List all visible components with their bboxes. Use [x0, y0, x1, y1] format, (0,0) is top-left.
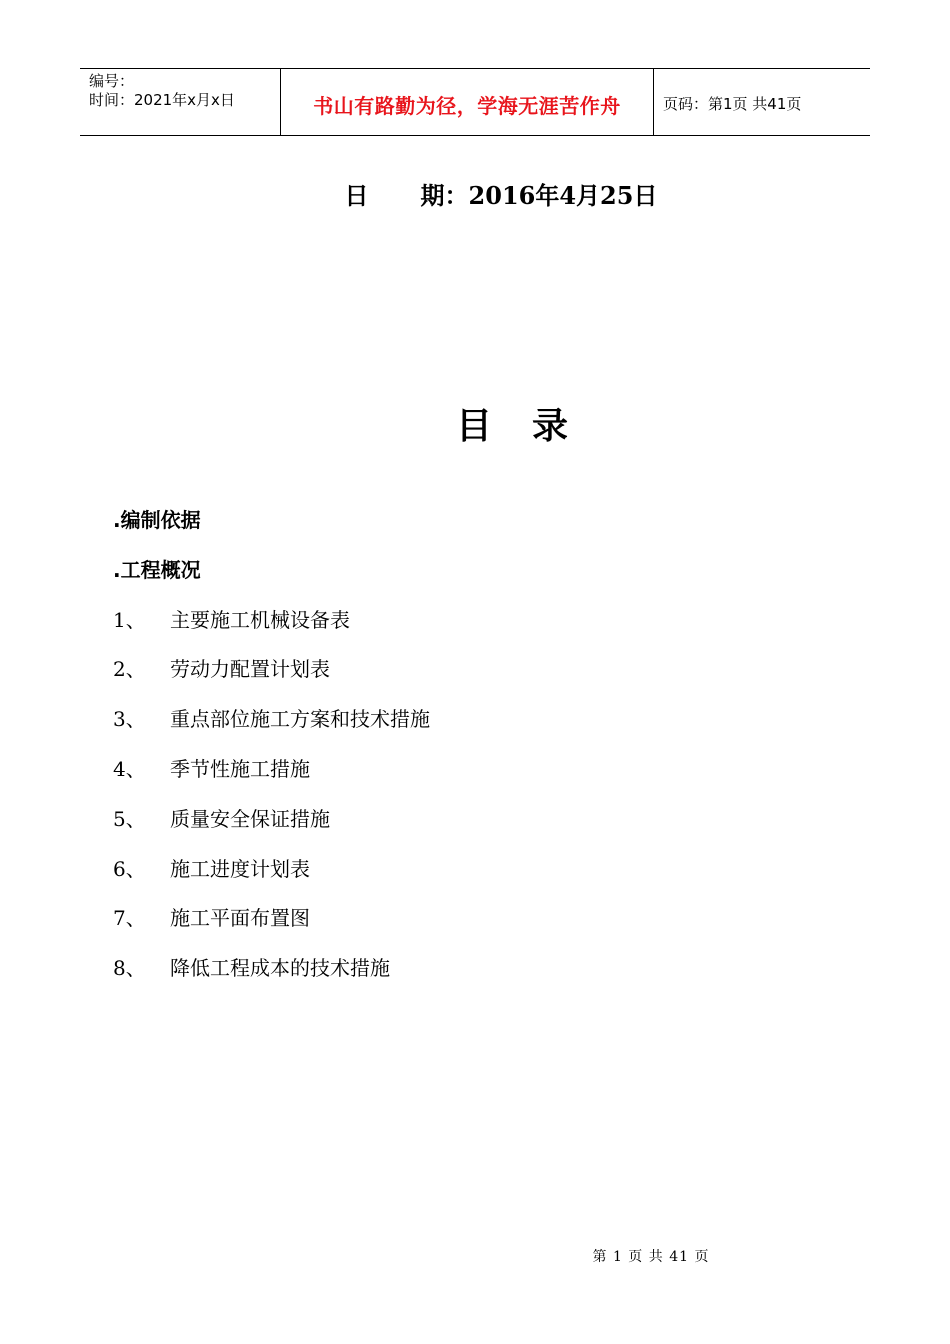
toc-item-text: 质量安全保证措施 [170, 806, 330, 831]
toc-item-text: 施工进度计划表 [170, 856, 310, 881]
toc-item-number: 5、 [113, 806, 146, 831]
toc-item[interactable] [113, 853, 873, 903]
motto-text: 书山有路勤为径，学海无涯苦作舟 [313, 93, 621, 118]
toc-heading[interactable] [113, 504, 873, 554]
toc-item-number: 1、 [113, 607, 146, 632]
toc-item-text: 重点部位施工方案和技术措施 [170, 707, 430, 732]
header-page-cell [654, 69, 870, 135]
toc-item[interactable] [113, 703, 873, 753]
toc-item-number: 3、 [113, 707, 146, 732]
document-time-label: 时间：2021年x月x日 [89, 91, 235, 109]
toc-title-char-2: 录 [532, 405, 569, 447]
footer-page-number: 第 1 页 共 41 页 [592, 1249, 710, 1265]
toc-item[interactable] [113, 952, 873, 1002]
toc-item[interactable] [113, 604, 873, 654]
toc-heading-text: .工程概况 [113, 557, 201, 582]
toc-item[interactable] [113, 803, 873, 853]
toc-item-number: 6、 [113, 856, 146, 881]
toc-item-text: 降低工程成本的技术措施 [170, 956, 390, 981]
toc-list [113, 504, 873, 1002]
document-number-label: 编号： [89, 72, 135, 90]
page-footer [0, 1246, 950, 1266]
toc-item-text: 劳动力配置计划表 [170, 657, 330, 682]
toc-item-number: 2、 [113, 657, 146, 682]
toc-item-text: 主要施工机械设备表 [170, 607, 350, 632]
page-indicator: 页码：第1页 共41页 [663, 94, 802, 113]
toc-title-char-1: 目 [455, 405, 492, 447]
toc-item-number: 8、 [113, 956, 146, 981]
date-label-part1: 日 [344, 181, 369, 210]
toc-item[interactable] [113, 902, 873, 952]
toc-item-text: 季节性施工措施 [170, 756, 310, 781]
header-motto-cell [281, 69, 654, 135]
toc-item-number: 7、 [113, 906, 146, 931]
toc-item[interactable] [113, 753, 873, 803]
toc-heading-text: .编制依据 [113, 508, 201, 532]
toc-heading[interactable] [113, 554, 873, 604]
header-info-cell [80, 69, 281, 135]
document-date [0, 176, 950, 211]
toc-item[interactable] [113, 653, 873, 703]
header-table [80, 68, 870, 136]
toc-item-number: 4、 [113, 756, 146, 781]
date-label-part2: 期：2016年4月25日 [420, 181, 658, 210]
toc-title [0, 398, 950, 449]
toc-item-text: 施工平面布置图 [170, 906, 310, 931]
